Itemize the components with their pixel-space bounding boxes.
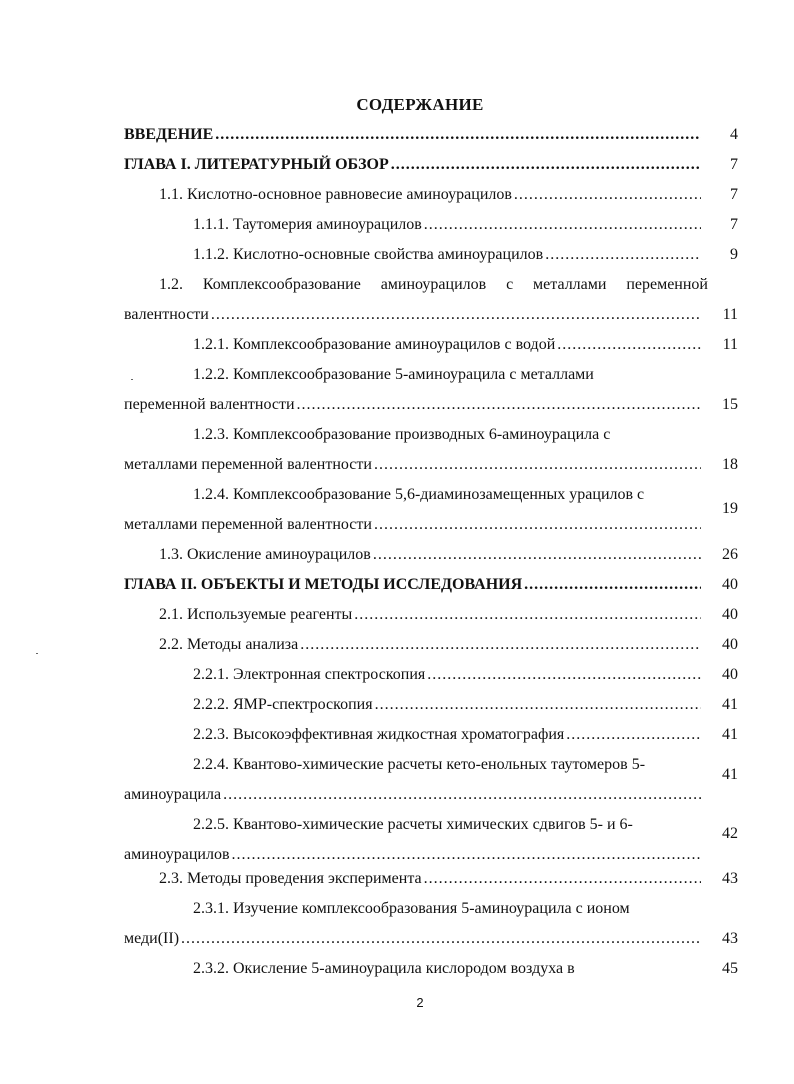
scan-speck: [36, 653, 38, 654]
toc-page-number: 7: [730, 186, 738, 203]
toc-page-number: 15: [722, 396, 738, 413]
toc-page-number: 7: [730, 156, 738, 173]
toc-page-number: 40: [722, 636, 738, 653]
toc-entry-2-2-4-line2: [124, 784, 701, 806]
toc-entry-1-2-2-line1: 1.2.2. Комплексообразование 5-аминоурацила с металлами: [193, 366, 594, 383]
toc-page-number: 43: [722, 870, 738, 887]
toc-entry-1-2-line2: [124, 304, 701, 326]
toc-entry-text: валентности: [124, 306, 209, 323]
toc-entry-text: 1.1. Кислотно-основное равновесие аминоурацилов: [159, 186, 512, 203]
toc-title: СОДЕРЖАНИЕ: [356, 95, 484, 114]
toc-entry-2-2-4-line1: 2.2.4. Квантово-химические расчеты кето-енольных таутомеров 5-: [193, 756, 646, 773]
toc-entry-text: 2.2.3. Высокоэффективная жидкостная хроматография: [193, 726, 565, 743]
toc-entry-text: аминоурацила: [124, 786, 222, 803]
toc-entry-2-3-2: 2.3.2. Окисление 5-аминоурацила кислородом воздуха в: [193, 960, 575, 977]
toc-entry-2-2-2: [193, 694, 701, 716]
page-number: 2: [416, 995, 424, 1010]
toc-entry-text: переменной валентности: [124, 396, 295, 413]
toc-entry-2-2: [159, 634, 701, 656]
toc-entry-text: металлами переменной валентности: [124, 456, 372, 473]
toc-page-number: 19: [722, 500, 738, 517]
toc-entry-1-1-2: [193, 244, 701, 266]
toc-entry-text: ГЛАВА II. ОБЪЕКТЫ И МЕТОДЫ ИССЛЕДОВАНИЯ: [124, 576, 523, 593]
toc-entry-text: ГЛАВА I. ЛИТЕРАТУРНЫЙ ОБЗОР: [124, 156, 389, 173]
toc-page-number: 7: [730, 216, 738, 233]
toc-entry-2-2-3: [193, 724, 701, 746]
toc-entry-chapter-1: [124, 154, 701, 176]
toc-entry-1-2-3-line2: [124, 454, 701, 476]
toc-entry-text: 2.2.2. ЯМР-спектроскопия: [193, 696, 373, 713]
toc-entry-text: 1.1.1. Таутомерия аминоурацилов: [193, 216, 422, 233]
toc-page-number: 40: [722, 666, 738, 683]
toc-page-number: 42: [722, 825, 738, 842]
toc-entry-1-2-4-line2: [124, 514, 701, 536]
toc-entry-2-2-1: [193, 664, 701, 686]
toc-entry-2-1: [159, 604, 701, 626]
toc-page-number: 43: [722, 930, 738, 947]
toc-entry-1-2-line1: 1.2. Комплексообразование аминоурацилов с металлами переменной: [159, 276, 708, 293]
toc-page-number: 41: [722, 766, 738, 783]
toc-entry-1-2-1: [193, 334, 701, 356]
toc-entry-text: 2.3. Методы проведения эксперимента: [159, 870, 422, 887]
toc-page-number: 18: [722, 456, 738, 473]
toc-entry-1-1: [159, 184, 701, 206]
toc-entry-2-3-1-line1: 2.3.1. Изучение комплексообразования 5-аминоурацила с ионом: [193, 900, 630, 917]
toc-entry-1-2-3-line1: 1.2.3. Комплексообразование производных 6-аминоурацила с: [193, 426, 611, 443]
toc-entry-text: 2.1. Используемые реагенты: [159, 606, 353, 623]
toc-entry-1-1-1: [193, 214, 701, 236]
toc-entry-chapter-2: [124, 574, 701, 596]
toc-entry-introduction: [124, 124, 701, 146]
toc-page-number: 4: [730, 126, 738, 143]
toc-page-number: 9: [730, 246, 738, 263]
toc-page-number: 40: [722, 576, 738, 593]
toc-page-number: 11: [722, 306, 738, 323]
scan-speck: [131, 379, 133, 380]
toc-page-number: 40: [722, 606, 738, 623]
toc-page-number: 41: [722, 726, 738, 743]
toc-entry-text: меди(II): [124, 930, 180, 947]
toc-entry-1-2-2-line2: [124, 394, 701, 416]
toc-entry-2-3: [159, 868, 701, 890]
toc-entry-text: 1.1.2. Кислотно-основные свойства аминоурацилов: [193, 246, 544, 263]
toc-entry-text: 2.2.1. Электронная спектроскопия: [193, 666, 426, 683]
toc-page-number: 11: [722, 336, 738, 353]
toc-entry-2-3-1-line2: [124, 928, 701, 950]
toc-entry-text: 1.2.1. Комплексообразование аминоурацилов с водой: [193, 336, 556, 353]
toc-entry-2-2-5-line1: 2.2.5. Квантово-химические расчеты химических сдвигов 5- и 6-: [193, 816, 633, 833]
toc-page-number: 41: [722, 696, 738, 713]
toc-entry-text: аминоурацилов: [124, 846, 230, 863]
toc-entry-text: 2.2. Методы анализа: [159, 636, 299, 653]
toc-entry-1-2-4-line1: 1.2.4. Комплексообразование 5,6-диаминозамещенных урацилов с: [193, 486, 645, 503]
toc-page-number: 26: [722, 546, 738, 563]
toc-entry-text: 1.3. Окисление аминоурацилов: [159, 546, 371, 563]
toc-page-number: 45: [722, 960, 738, 977]
toc-entry-1-3: [159, 544, 701, 566]
toc-entry-2-2-5-line2: [124, 844, 701, 866]
toc-entry-text: металлами переменной валентности: [124, 516, 372, 533]
toc-entry-text: ВВЕДЕНИЕ: [124, 126, 214, 143]
